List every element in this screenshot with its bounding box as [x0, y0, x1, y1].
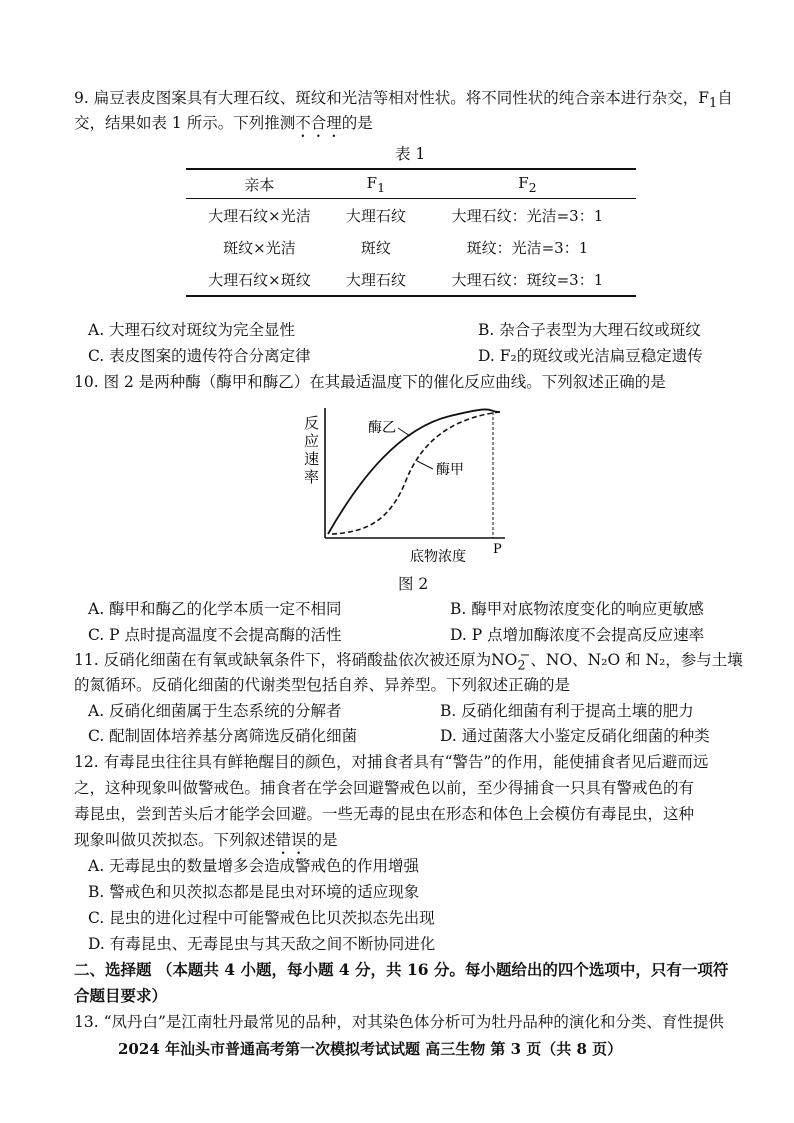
section-2-heading-line1: 二、选择题 （本题共 4 小题，每小题 4 分，共 16 分。每小题给出的四个选项中，只有一项符	[74, 960, 729, 979]
y-axis-label-3: 速	[304, 450, 320, 468]
q9-text: 交，结果如表 1 所示。下列推测	[74, 114, 296, 132]
q12-option-b: B. 警戒色和贝茨拟态都是昆虫对环境的适应现象	[88, 883, 420, 901]
table-row	[186, 199, 636, 232]
curve-label-jia: 酶甲	[436, 462, 464, 478]
table-row	[186, 231, 636, 263]
q10-option-d: D. P 点增加酶浓度不会提高反应速率	[450, 626, 705, 644]
table-cell: 大理石纹	[333, 263, 419, 296]
table-header: $F_2$	[419, 169, 636, 199]
q11-text: 11. 反硝化细菌在有氧或缺氧条件下，将硝酸盐依次被还原为NO	[74, 651, 518, 670]
y-axis-label-2: 应	[304, 432, 320, 450]
leader-yi	[398, 428, 410, 436]
table-cell: 斑纹	[360, 238, 391, 257]
curve-enzyme-yi	[328, 409, 500, 534]
table-1	[186, 168, 636, 297]
q11-stem-line2: 的氮循环。反硝化细菌的代谢类型包括自养、异养型。下列叙述正确的是	[74, 676, 571, 694]
q12-text: 现象叫做贝茨拟态。下列叙述	[74, 831, 276, 849]
table-header: 亲本	[186, 169, 333, 199]
q12-stem-line2: 之，这种现象叫做警戒色。捕食者在学会回避警戒色以前，至少得捕食一只具有警戒色的有	[74, 779, 695, 797]
y-axis-label-1: 反	[304, 414, 320, 432]
q9-option-c: C. 表皮图案的遗传符合分离定律	[88, 347, 311, 365]
table-cell: 大理石纹×光洁	[208, 206, 311, 225]
p-label: P	[493, 542, 502, 557]
q11-option-a: A. 反硝化细菌属于生态系统的分解者	[88, 702, 342, 720]
section-2-heading-line2: 合题目要求）	[74, 986, 168, 1005]
q12-option-a: A. 无毒昆虫的数量增多会造成警戒色的作用增强	[88, 857, 420, 875]
q9-sub: 1	[708, 96, 718, 112]
leader-jia	[417, 461, 433, 469]
x-axis-label: 底物浓度	[410, 549, 466, 565]
q11-text: 、NO、N₂O 和 N₂，参与土壤	[530, 651, 743, 670]
y-axis-label-4: 率	[304, 468, 320, 486]
table-cell: 大理石纹×斑纹	[186, 263, 333, 296]
q10-option-c: C. P 点时提高温度不会提高酶的活性	[88, 626, 342, 644]
q12-option-c: C. 昆虫的进化过程中可能警戒色比贝茨拟态先出现	[88, 909, 435, 927]
table-cell: 大理石纹：光洁=3：1	[451, 206, 604, 225]
q12-emphasis: 错误	[275, 831, 307, 849]
q9-text: 9. 扁豆表皮图案具有大理石纹、斑纹和光洁等相对性状。将不同性状的纯合亲本进行杂交，F	[74, 89, 709, 107]
figure-2-caption: 图 2	[398, 575, 429, 593]
q12-stem-line1: 12. 有毒昆虫往往具有鲜艳醒目的颜色，对捕食者具有“警告”的作用，能使捕食者见后避而远	[74, 753, 709, 771]
q9-emphasis: 不合理	[295, 114, 342, 132]
curve-label-yi: 酶乙	[368, 420, 396, 436]
table-row	[186, 263, 636, 296]
q10-option-a: A. 酶甲和酶乙的化学本质一定不相同	[88, 600, 342, 618]
q12-stem-line3: 毒昆虫，尝到苦头后才能学会回避。一些无毒的昆虫在形态和体色上会模仿有毒昆虫，这种	[74, 805, 695, 823]
table-cell: 大理石纹	[345, 206, 406, 225]
table-cell: 斑纹×光洁	[223, 238, 296, 257]
q10-option-b: B. 酶甲对底物浓度变化的响应更敏感	[450, 600, 704, 618]
q11-stem-line1	[74, 648, 743, 673]
table-header: $F_1$	[333, 169, 419, 199]
q11-sup: −	[519, 648, 531, 663]
figure-2-chart	[290, 398, 530, 598]
page-footer: 2024 年汕头市普通高考第一次模拟考试试题 高三生物 第 3 页（共 8 页）	[118, 1040, 623, 1058]
q11-sub: 2	[517, 658, 526, 674]
q11-option-c: C. 配制固体培养基分离筛选反硝化细菌	[88, 727, 358, 745]
q12-option-d: D. 有毒昆虫、无毒昆虫与其天敌之间不断协同进化	[88, 935, 436, 953]
q9-option-d: D. F₂的斑纹或光洁扁豆稳定遗传	[478, 347, 703, 365]
table-cell: 大理石纹：斑纹=3：1	[419, 263, 636, 296]
q9-stem-line2	[74, 110, 373, 141]
q11-option-d: D. 通过菌落大小鉴定反硝化细菌的种类	[440, 727, 710, 745]
q13-stem-line1: 13. “凤丹白”是江南牡丹最常见的品种，对其染色体分析可为牡丹品种的演化和分类、育性提供	[74, 1013, 724, 1031]
q9-option-a: A. 大理石纹对斑纹为完全显性	[88, 321, 296, 339]
table-title: 表 1	[395, 145, 426, 163]
q9-option-b: B. 杂合子表型为大理石纹或斑纹	[478, 321, 701, 339]
q10-stem: 10. 图 2 是两种酶（酶甲和酶乙）在其最适温度下的催化反应曲线。下列叙述正确的是	[74, 373, 666, 391]
q11-option-b: B. 反硝化细菌有利于提高土壤的肥力	[440, 702, 694, 720]
table-cell: 斑纹：光洁=3：1	[466, 238, 589, 257]
q9-tail: 自	[717, 89, 733, 107]
q12-text: 的是	[306, 831, 338, 849]
q9-text: 的是	[341, 114, 373, 132]
